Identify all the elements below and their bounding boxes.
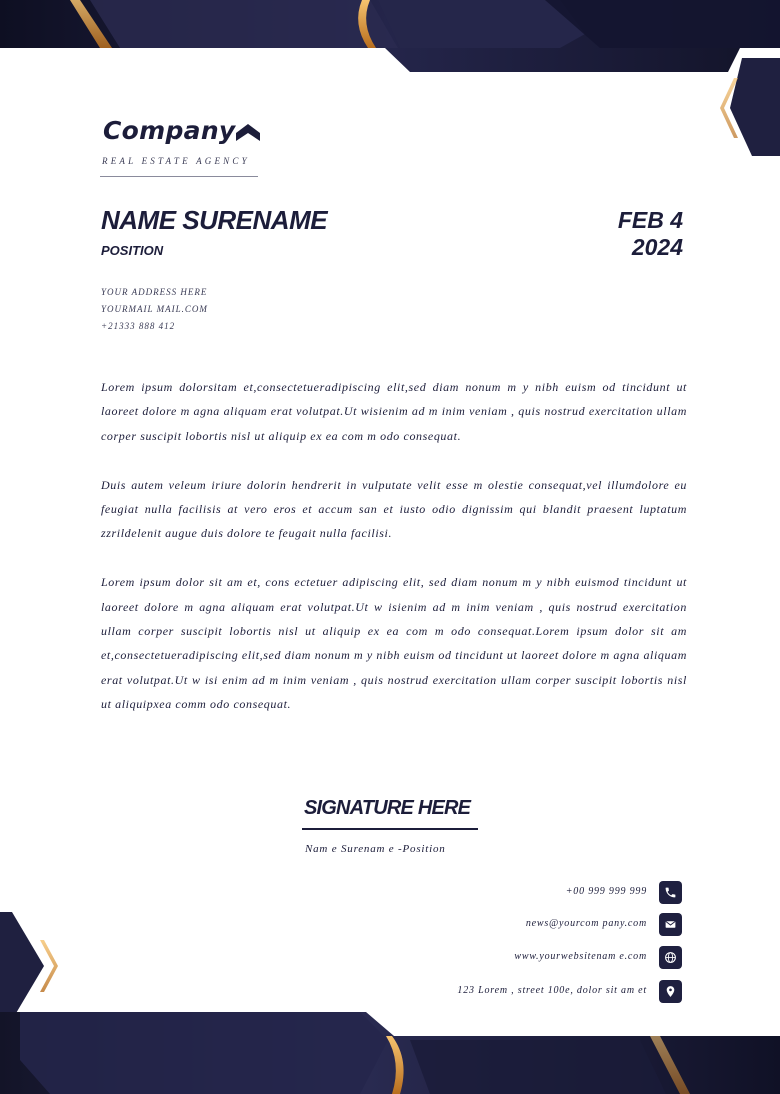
letter-body	[101, 375, 687, 741]
sender-phone: +21333 888 412	[101, 321, 176, 331]
footer-address: 123 Lorem , street 100e, dolor sit am et	[457, 985, 647, 996]
signature: SIGNATURE HERE	[304, 797, 471, 819]
footer-phone: +00 999 999 999	[565, 886, 647, 897]
house-roof-icon	[235, 122, 261, 142]
body-paragraph: Lorem ipsum dolor sit am et, cons ectetuer adipiscing elit, sed diam nonum m y nibh euismod tincidunt ut laoreet dolore m agna aliquam erat volutpat.Ut w isienim ad m inim veniam , quis nostrud exercitation ullam corper suscipit lobortis nisl ut aliquip ex ea com m odo consequat.Lorem ipsum dolor sit am et,consectetueradipiscing elit,sed diam nonum m y nibh euism od tincidunt ut laoreet dolore m agna aliquam erat volutpat.Ut w isi enim ad m inim veniam , quis nostrud exercitation ullam corper suscipit lobortis nisl ut aliquipxea comm odo consequat.	[101, 575, 687, 712]
sender-contact-block	[101, 284, 208, 335]
company-tagline: REAL ESTATE AGENCY	[102, 156, 250, 166]
body-paragraph: Duis autem veleum iriure dolorin hendrerit in vulputate velit esse m olestie consequat,vel illumdolore eu feugiat nulla facilisis at vero eros et accum san et iusto odio dignissim qui blandit praesent luptatum zzrildelenit augue duis dolore te feugait nulla facilisi.	[101, 477, 687, 541]
phone-icon	[659, 881, 682, 904]
sender-name: NAME SURENAME	[101, 205, 328, 235]
date-year: 2024	[631, 234, 683, 260]
footer-website: www.yourwebsitenam e.com	[514, 951, 647, 962]
sender-email: YOURMAIL MAIL.COM	[101, 304, 208, 314]
sender-position: POSITION	[101, 243, 164, 258]
sender-address: YOUR ADDRESS HERE	[101, 287, 208, 297]
logo-divider	[100, 176, 258, 177]
signature-line	[302, 828, 478, 830]
globe-icon	[659, 946, 682, 969]
body-paragraph: Lorem ipsum dolorsitam et,consectetueradipiscing elit,sed diam nonum m y nibh euism od tincidunt ut laoreet dolore m agna aliquam erat volutpat.Ut wisienim ad m inim veniam , quis nostrud exercitation ullam corper suscipit lobortis nisl ut aliquip ex ea com m odo consequat.	[101, 380, 687, 443]
mail-icon	[659, 913, 682, 936]
footer-email: news@yourcom pany.com	[525, 918, 647, 929]
letter-date	[618, 207, 683, 261]
company-name: Company	[103, 116, 236, 145]
signature-caption: Nam e Surenam e -Position	[305, 843, 446, 855]
date-month-day: FEB 4	[617, 207, 683, 233]
location-pin-icon	[659, 980, 682, 1003]
